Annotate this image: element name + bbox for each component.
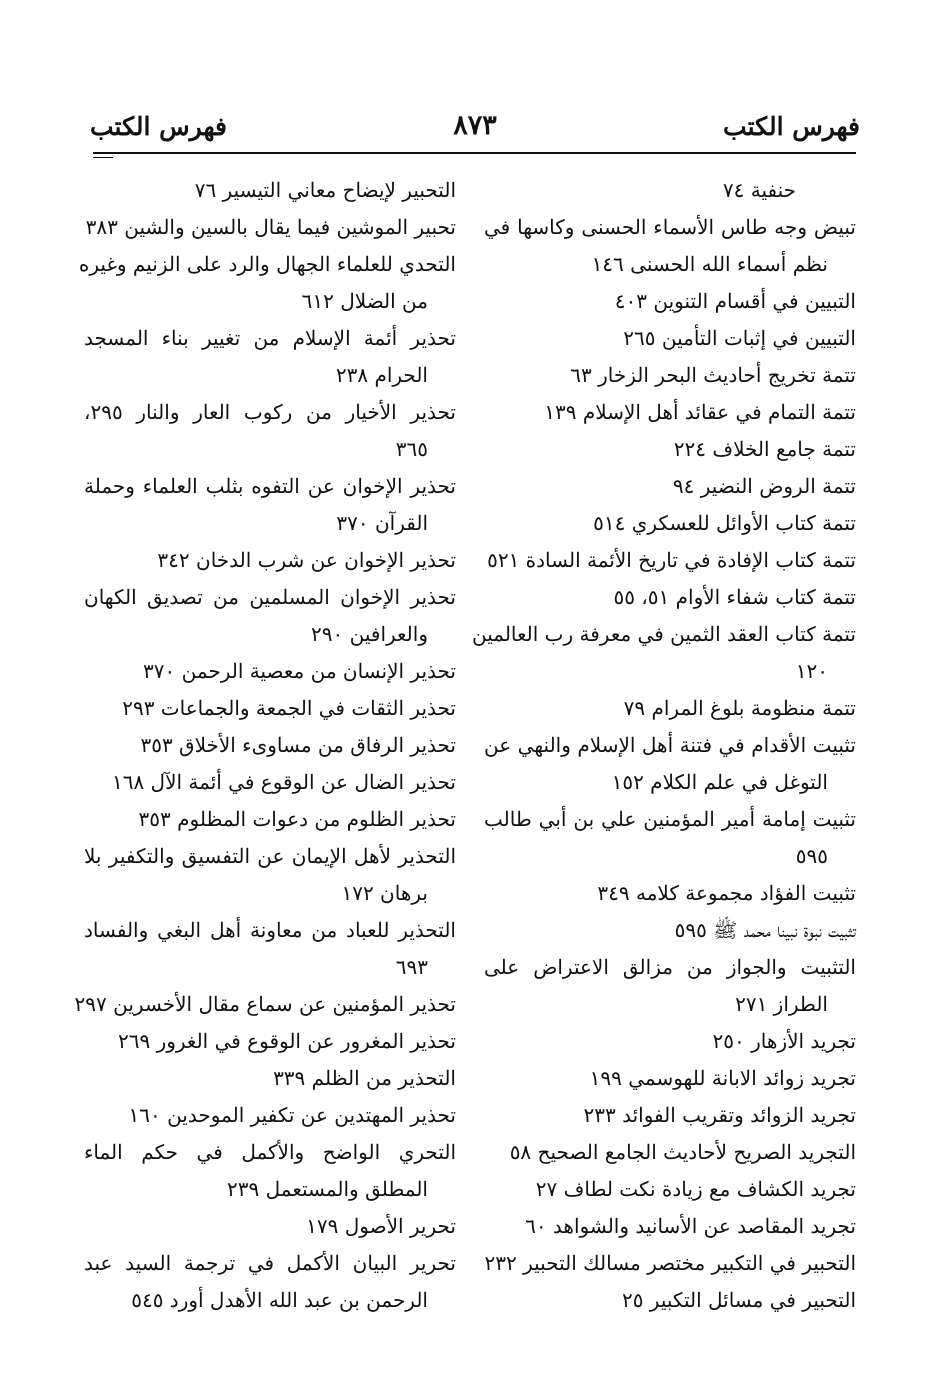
index-entry-line: تحذير المغرور عن الوقوع في الغرور ٢٦٩: [117, 1029, 456, 1053]
index-entry-line: حنفية ٧٤: [722, 178, 796, 202]
index-entry-line: تجريد المقاصد عن الأسانيد والشواهد ٦٠: [525, 1214, 856, 1238]
index-entry-line: تحذير الرفاق من مساوىء الأخلاق ٣٥٣: [140, 733, 456, 757]
index-entry-line: ٣٦٥: [395, 437, 428, 461]
index-column-left: [74, 172, 456, 1319]
index-column-right: [472, 172, 856, 1319]
index-entry-line: نظم أسماء الله الحسنى ١٤٦: [591, 252, 828, 276]
index-entry-line: تجريد الأزهار ٢٥٠: [712, 1029, 856, 1053]
index-entry-line: التحذير من الظلم ٣٣٩: [273, 1066, 456, 1090]
index-entry-line: تثبيت نبوة نبينا محمد ﷺ ٥٩٥: [674, 918, 856, 942]
index-entry-line: تحذير الأخيار من ركوب العار والنار ٢٩٥،: [84, 400, 456, 424]
index-entry-line: تتمة كتاب الأوائل للعسكري ٥١٤: [593, 511, 856, 535]
index-entry-line: تثبيت إمامة أمير المؤمنين علي بن أبي طالب: [484, 807, 856, 831]
index-entry-line: تحرير البيان الأكمل في ترجمة السيد عبد: [84, 1251, 456, 1275]
index-entry-line: تتمة تخريج أحاديث البحر الزخار ٦٣: [570, 363, 856, 387]
index-entry-line: المطلق والمستعمل ٢٣٩: [227, 1177, 428, 1201]
index-entry-line: تحذير أئمة الإسلام من تغيير بناء المسجد: [84, 326, 456, 350]
index-entry-line: تحذير الإخوان المسلمين من تصديق الكهان: [84, 585, 456, 609]
index-entry-line: تثبيت الأقدام في فتنة أهل الإسلام والنهي عن: [484, 733, 856, 757]
index-entry-line: تثبيت الفؤاد مجموعة كلامه ٣٤٩: [597, 881, 856, 905]
index-entry-line: التثبيت والجواز من مزالق الاعتراض على: [484, 955, 856, 979]
index-entry-line: ١٢٠: [795, 659, 828, 683]
page-number: ٨٧٣: [453, 110, 497, 141]
header-rule-mark: [93, 157, 113, 158]
index-entry-line: تحذير الإنسان من معصية الرحمن ٣٧٠: [143, 659, 456, 683]
page-header: [90, 112, 860, 152]
index-entry-line: تحذير الإخوان عن التفوه بثلب العلماء وحملة: [84, 474, 456, 498]
index-entry-line: تجريد الكشاف مع زيادة نكت لطاف ٢٧: [535, 1177, 856, 1201]
index-entry-line: تتمة منظومة بلوغ المرام ٧٩: [623, 696, 856, 720]
index-entry-line: التحدي للعلماء الجهال والرد على الزنيم وغيره: [78, 252, 456, 276]
index-entry-line: التبيين في إثبات التأمين ٢٦٥: [623, 326, 856, 350]
running-title-left: فهرس الكتب: [90, 112, 227, 141]
index-entry-line: تحذير المهتدين عن تكفير الموحدين ١٦٠: [128, 1103, 456, 1127]
index-entry-line: تتمة الروض النضير ٩٤: [672, 474, 856, 498]
index-entry-line: تبيض وجه طاس الأسماء الحسنى وكاسها في: [484, 215, 856, 239]
index-entry-line: تحذير الضال عن الوقوع في أئمة الآل ١٦٨: [111, 770, 456, 794]
index-entry-line: التوغل في علم الكلام ١٥٢: [611, 770, 828, 794]
index-entry-line: التبيين في أقسام التنوين ٤٠٣: [614, 289, 856, 313]
index-entry-line: تحذير الإخوان عن شرب الدخان ٣٤٢: [157, 548, 456, 572]
index-entry-line: تتمة كتاب شفاء الأوام ٥١، ٥٥: [613, 585, 856, 609]
index-entry-line: التحري الواضح والأكمل في حكم الماء: [84, 1140, 456, 1164]
index-entry-line: التحبير في مسائل التكبير ٢٥: [621, 1288, 856, 1312]
index-entry-line: ٥٩٥: [795, 844, 828, 868]
index-entry-line: من الضلال ٦١٢: [301, 289, 428, 313]
index-entry-line: تتمة كتاب العقد الثمين في معرفة رب العالمين: [472, 622, 856, 646]
index-entry-line: ٦٩٣: [395, 955, 428, 979]
index-entry-line: تحذير الثقات في الجمعة والجماعات ٢٩٣: [122, 696, 456, 720]
index-entry-line: تحذير الظلوم من دعوات المظلوم ٣٥٣: [138, 807, 456, 831]
index-entry-line: التحذير للعباد من معاونة أهل البغي والفساد: [84, 918, 456, 942]
index-entry-line: برهان ١٧٢: [341, 881, 428, 905]
index-entry-line: الحرام ٢٣٨: [335, 363, 428, 387]
header-rule: [93, 152, 856, 154]
index-entry-line: تتمة كتاب الإفادة في تاريخ الأئمة السادة ٥٢١: [487, 548, 856, 572]
index-entry-line: تتمة جامع الخلاف ٢٢٤: [673, 437, 856, 461]
index-entry-line: الرحمن بن عبد الله الأهدل أورد ٥٤٥: [131, 1288, 428, 1312]
index-entry-line: القرآن ٣٧٠: [336, 511, 428, 535]
index-entry-line: التحبير في التكبير مختصر مسالك التحبير ٢٣٢: [484, 1251, 856, 1275]
index-entry-line: تحبير الموشين فيما يقال بالسين والشين ٣٨٣: [85, 215, 456, 239]
index-entry-line: تجريد زوائد الابانة للهوسمي ١٩٩: [589, 1066, 856, 1090]
index-entry-line: التحذير لأهل الإيمان عن التفسيق والتكفير بلا: [84, 844, 456, 868]
index-entry-line: التحبير لإيضاح معاني التيسير ٧٦: [194, 178, 456, 202]
index-entry-line: تحرير الأصول ١٧٩: [306, 1214, 456, 1238]
running-title-right: فهرس الكتب: [723, 112, 860, 141]
index-entry-line: التجريد الصريح لأحاديث الجامع الصحيح ٥٨: [509, 1140, 856, 1164]
index-entry-line: تتمة التمام في عقائد أهل الإسلام ١٣٩: [544, 400, 856, 424]
index-entry-line: تجريد الزوائد وتقريب الفوائد ٢٣٣: [583, 1103, 856, 1127]
index-entry-line: الطراز ٢٧١: [735, 992, 828, 1016]
index-entry-line: تحذير المؤمنين عن سماع مقال الأخسرين ٢٩٧: [74, 992, 456, 1016]
index-entry-line: والعرافين ٢٩٠: [311, 622, 428, 646]
